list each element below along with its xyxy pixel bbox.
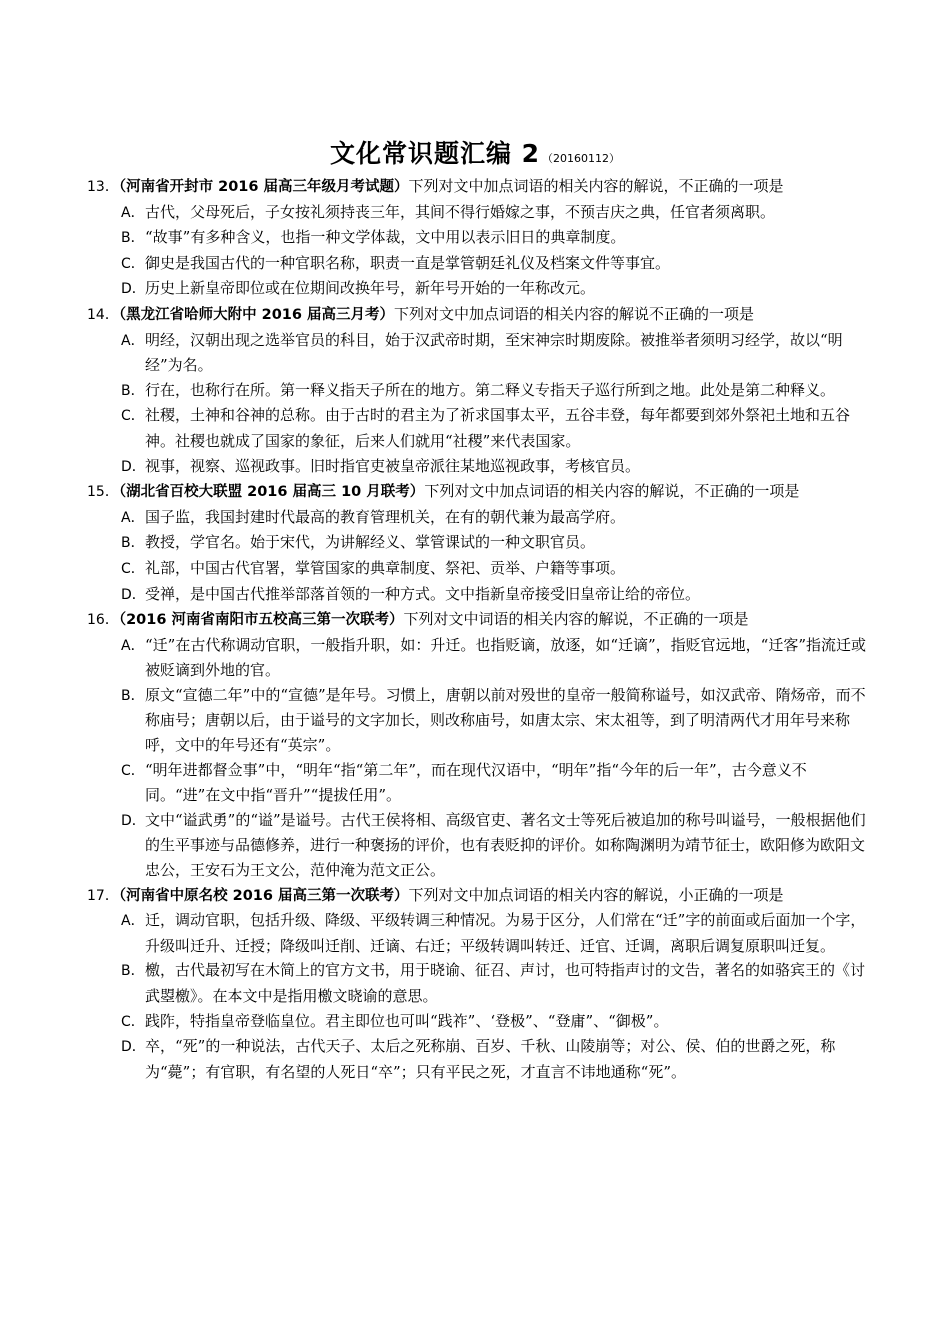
option-label: B．: [121, 535, 145, 552]
option-text: “迁”在古代称调动官职，一般指升职，如：升迁。也指贬谪，放逐，如“迁谪”，指贬官远地，“迁客”指流迁或被贬谪到外地的官。: [145, 635, 867, 680]
question-number: 16．: [87, 612, 119, 629]
title-date: （20160112）: [542, 152, 621, 165]
question-number: 17．: [87, 887, 119, 904]
answer-option: [0, 403, 950, 453]
answer-option: [0, 808, 950, 883]
answer-option: [0, 505, 950, 531]
answer-option: [0, 454, 950, 480]
option-label: B．: [121, 382, 145, 399]
option-label: A．: [121, 913, 145, 930]
question-stem: [0, 302, 950, 328]
answer-option: [0, 582, 950, 608]
option-label: D．: [121, 1039, 146, 1056]
option-text: 文中“谥武勇”的“谥”是谥号。古代王侯将相、高级官吏、著名文士等死后被追加的称号叫谥号，一般根据他们的生平事迹与品德修养，进行一种褒扬的评价，也有表贬抑的评价。如称陶渊明为靖节征士，欧阳修为欧阳文忠公，王安石为王文公，范仲淹为范文正公。: [145, 810, 866, 880]
question-number: 14．: [87, 306, 119, 323]
question-source: （河南省中原名校 2016 届高三第一次联考）: [118, 887, 409, 904]
question-text: 下列对文中加点词语的相关内容的解说，不正确的一项是: [424, 482, 800, 501]
answer-option: [0, 378, 950, 404]
answer-option: [0, 908, 950, 958]
option-text: 国子监，我国封建时代最高的教育管理机关，在有的朝代兼为最高学府。: [145, 507, 626, 526]
option-text: 社稷，土神和谷神的总称。由于古时的君主为了祈求国事太平，五谷丰登，每年都要到郊外祭祀土地和五谷神。社稷也就成了国家的象征，后来人们就用“社稷”来代表国家。: [145, 406, 851, 450]
option-label: A．: [121, 509, 145, 526]
question-source: （黑龙江省哈师大附中 2016 届高三月考）: [118, 306, 395, 323]
answer-option: [0, 556, 950, 582]
option-text: 明经，汉朝出现之选举官员的科目，始于汉武帝时期，至宋神宗时期废除。被推举者须明习经学，故以“明经”为名。: [145, 330, 843, 375]
page-title: [0, 134, 950, 170]
option-label: B．: [121, 963, 145, 980]
question-number: 13．: [87, 179, 119, 195]
option-label: A．: [121, 332, 145, 349]
answer-option: [0, 1034, 950, 1084]
option-text: 迁，调动官职，包括升级、降级、平级转调三种情况。为易于区分，人们常在“迁”字的前面或后面加一个字，升级叫迁升、迁授；降级叫迁削、迁谪、右迁；平级转调叫转迁、迁官、迁调，离职后调复原职叫迁复。: [145, 911, 866, 955]
option-text: 历史上新皇帝即位或在位期间改换年号，新年号开始的一年称改元。: [145, 279, 596, 298]
option-label: D．: [121, 586, 146, 603]
option-label: B．: [121, 230, 145, 247]
question-source: （河南省开封市 2016 届高三年级月考试题）: [118, 179, 409, 195]
option-text: 原文“宣德二年”中的“宣德”是年号。习惯上，唐朝以前对殁世的皇帝一般简称谥号，如汉武帝、隋炀帝，而不称庙号；唐朝以后，由于谥号的文字加长，则改称庙号，如唐太宗、宋太祖等，到了明清两代才用年号来称呼，文中的年号还有“英宗”。: [145, 685, 866, 755]
option-label: D．: [121, 458, 146, 475]
option-label: A．: [121, 637, 145, 654]
option-label: C．: [121, 762, 145, 779]
question-stem: [0, 607, 950, 633]
question-list: [0, 174, 950, 1084]
option-label: C．: [121, 255, 145, 272]
answer-option: [0, 958, 950, 1008]
question-text: 下列对文中加点词语的相关内容的解说，小正确的一项是: [408, 885, 784, 904]
question-stem: [0, 174, 950, 200]
title-text: 文化常识题汇编 2: [329, 139, 541, 168]
answer-option: [0, 328, 950, 378]
answer-option: [0, 276, 950, 302]
option-text: 践阼，特指皇帝登临皇位。君主即位也可叫“践祚”、‘登极”、“登庸”、“御极”。: [145, 1011, 669, 1030]
answer-option: [0, 251, 950, 277]
question-number: 15．: [87, 484, 119, 501]
question-block: [0, 883, 950, 1085]
option-text: 古代，父母死后，子女按礼须持丧三年，其间不得行婚嫁之事，不预吉庆之典，任官者须离职。: [145, 202, 776, 221]
answer-option: [0, 633, 950, 683]
option-text: 受禅，是中国古代推举部落首领的一种方式。文中指新皇帝接受旧皇帝让给的帝位。: [145, 584, 701, 603]
option-label: C．: [121, 408, 145, 425]
option-text: “明年进都督佥事”中，“明年“指“第二年”，而在现代汉语中，“明年”指“今年的后一年”，古今意义不同。“进”在文中指“晋升”“提拔任用”。: [145, 760, 807, 805]
option-text: 御史是我国古代的一种官职名称，职责一直是掌管朝廷礼仪及档案文件等事宜。: [145, 253, 671, 272]
option-label: D．: [121, 281, 146, 298]
answer-option: [0, 1009, 950, 1035]
question-stem: [0, 883, 950, 909]
question-source: （2016 河南省南阳市五校高三第一次联考）: [118, 612, 404, 629]
option-label: C．: [121, 560, 145, 577]
option-text: “故事”有多种含义，也指一种文学体裁，文中用以表示旧日的典章制度。: [145, 228, 626, 247]
question-stem: [0, 479, 950, 505]
question-block: [0, 174, 950, 302]
answer-option: [0, 683, 950, 758]
option-text: 檄，古代最初写在木简上的官方文书，用于晓谕、征召、声讨，也可特指声讨的文告，著名的如骆宾王的《讨武曌檄》。在本文中是指用檄文晓谕的意思。: [145, 961, 866, 1005]
answer-option: [0, 200, 950, 226]
option-label: D．: [121, 812, 146, 829]
option-label: A．: [121, 204, 145, 221]
question-source: （湖北省百校大联盟 2016 届高三 10 月联考）: [118, 484, 425, 501]
option-text: 礼部，中国古代官署，掌管国家的典章制度、祭祀、贡举、户籍等事项。: [145, 558, 626, 577]
option-text: 行在，也称行在所。第一释义指天子所在的地方。第二释义专指天子巡行所到之地。此处是第二种释义。: [145, 380, 836, 399]
question-text: 下列对文中加点词语的相关内容的解说，不正确的一项是: [408, 177, 784, 195]
option-text: 视事，视察、巡视政事。旧时指官吏被皇帝派往某地巡视政事，考核官员。: [145, 456, 641, 475]
question-text: 下列对文中加点词语的相关内容的解说不正确的一项是: [394, 304, 755, 323]
question-text: 下列对文中词语的相关内容的解说，不正确的一项是: [403, 610, 749, 629]
option-label: B．: [121, 687, 145, 704]
answer-option: [0, 225, 950, 251]
option-text: 教授，学官名。始于宋代，为讲解经义、掌管课试的一种文职官员。: [145, 533, 596, 552]
question-block: [0, 302, 950, 479]
answer-option: [0, 758, 950, 808]
question-block: [0, 607, 950, 883]
question-block: [0, 479, 950, 607]
option-label: C．: [121, 1013, 145, 1030]
answer-option: [0, 530, 950, 556]
option-text: 卒，“死”的一种说法，古代天子、太后之死称崩、百岁、千秋、山陵崩等；对公、侯、伯的世爵之死，称为“薨”；有官职，有名望的人死日“卒”；只有平民之死，才直言不讳地通称“死”。: [145, 1037, 836, 1081]
